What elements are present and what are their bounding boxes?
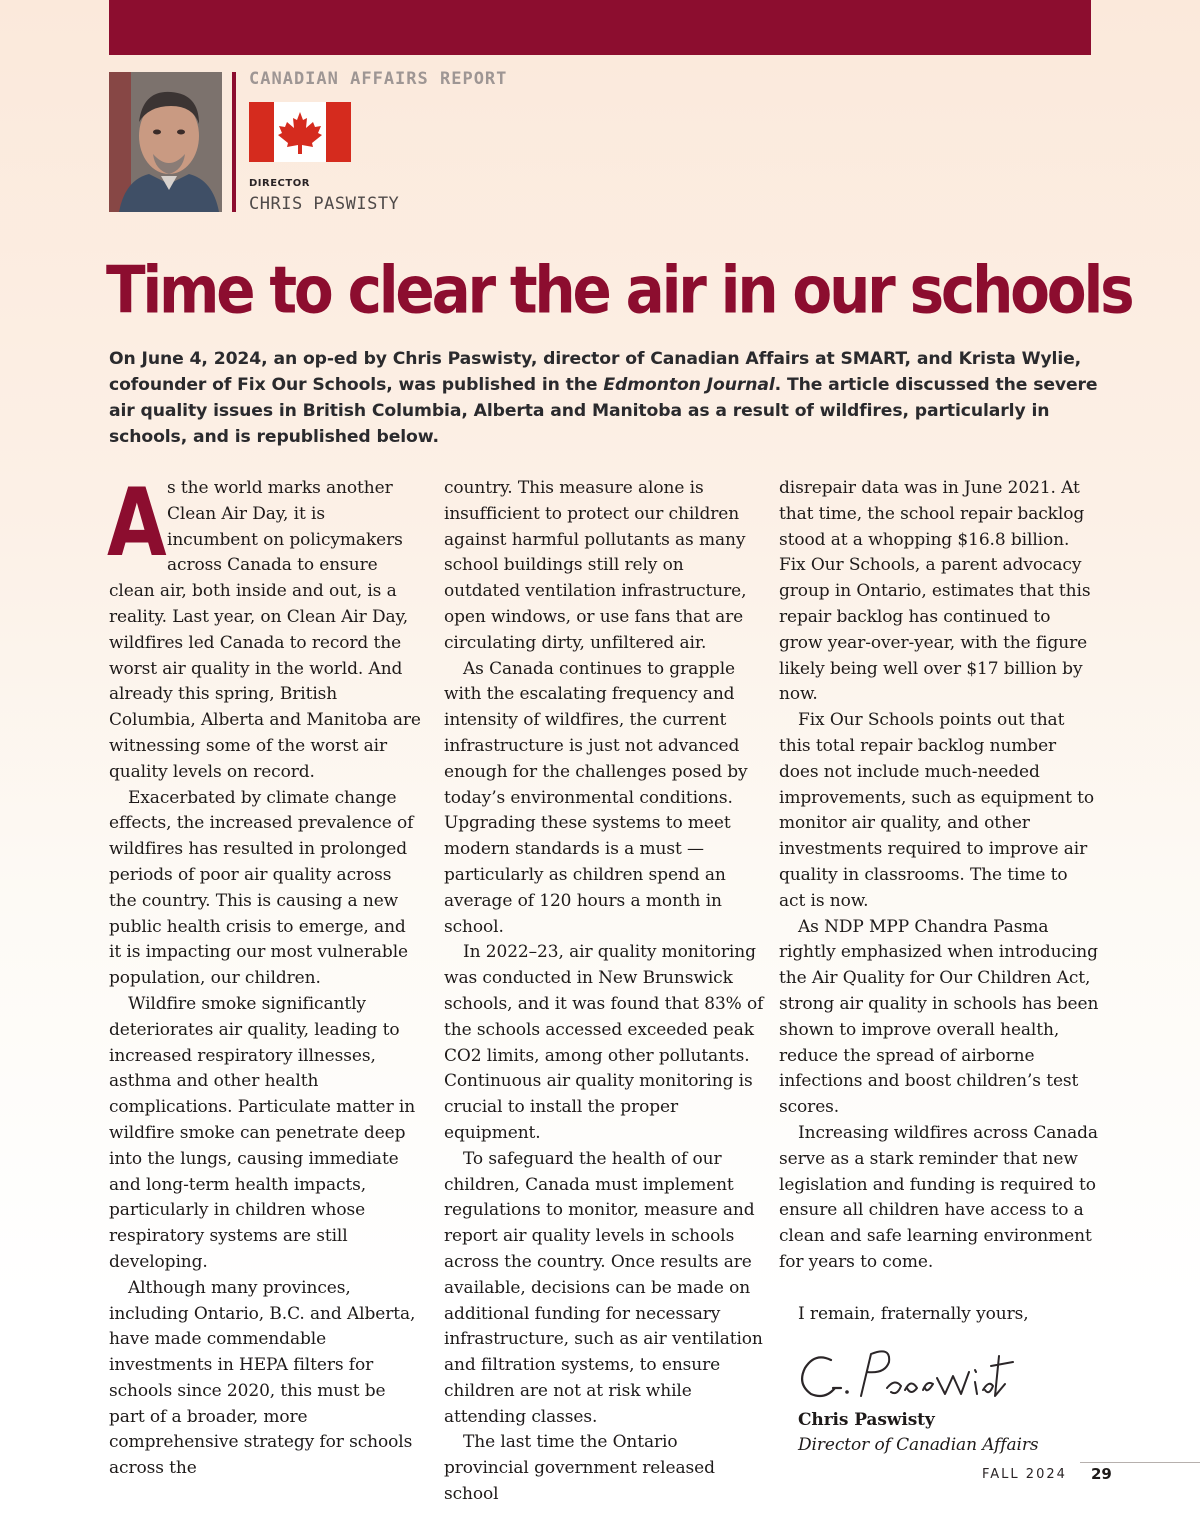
article-headline: Time to clear the air in our schools: [106, 252, 1132, 329]
signer-title: Director of Canadian Affairs: [798, 1435, 1039, 1456]
footer-divider: [1080, 1462, 1200, 1463]
deck-publication: Edmonton Journal: [603, 375, 775, 395]
deck-text-end: . The article discussed the severe air quality issues in British Columbia, Alberta and Manitoba as a result of wildfires, particularly in schools, and is republished below.: [109, 375, 1098, 447]
article-column-3: [779, 476, 1099, 1459]
body-paragraph: Wildfire smoke significantly deteriorates air quality, leading to increased respiratory illnesses, asthma and other health complications. Particulate matter in wildfire smoke can penetrate deep into the lungs, causing immediate and long-term health impacts, particularly in children whose respiratory systems are still developing.: [109, 993, 416, 1272]
body-paragraph: disrepair data was in June 2021. At that time, the school repair backlog stood at a whopping $16.8 billion. Fix Our Schools, a parent advocacy group in Ontario, estimates that this repair backlog has continued to grow year-over-year, with the figure likely being well over $17 billion by now.: [779, 478, 1091, 705]
section-label: CANADIAN AFFAIRS REPORT: [249, 69, 508, 89]
body-paragraph: Increasing wildfires across Canada serve as a stark reminder that new legislation and funding is required to ensure all children have access to a clean and safe learning environment for years to come.: [779, 1122, 1098, 1272]
body-paragraph: To safeguard the health of our children, Canada must implement regulations to monitor, measure and report air quality levels in schools across the country. Once results are available, decisions can be made on additional funding for necessary infrastructure, such as air ventilation and filtration systems, to ensure children are not at risk while attending classes.: [444, 1148, 763, 1427]
signer-name: Chris Paswisty: [798, 1409, 935, 1430]
body-text: s the world marks another Clean Air Day, it is incumbent on policymakers across Canada to ensure clean air, both inside and out, is a reality. Last year, on Clean Air Day, wildfires led Canada to record the worst air quality in the world. And already this spring, British Columbia, Alberta and Manitoba are witnessing some of the worst air quality levels on record.: [109, 478, 421, 782]
body-paragraph: country. This measure alone is insufficient to protect our children against harmful pollutants as many school buildings still rely on outdated ventilation infrastructure, open windows, or use fans that are circulating dirty, unfiltered air.: [444, 478, 747, 653]
sign-off: I remain, fraternally yours,: [798, 1303, 1029, 1324]
body-paragraph: Fix Our Schools points out that this total repair backlog number does not include much-needed improvements, such as equipment to monitor air quality, and other investments required to improve air quality in classrooms. The time to act is now.: [779, 710, 1095, 911]
portrait-image: [109, 72, 222, 212]
author-photo: [109, 72, 222, 212]
byline-role: DIRECTOR: [249, 178, 310, 189]
top-color-band: [109, 0, 1091, 55]
body-paragraph: In 2022–23, air quality monitoring was conducted in New Brunswick schools, and it was found that 83% of the schools accessed exceeded peak CO2 limits, among other pollutants. Continuous air quality monitoring is crucial to install the proper equipment.: [444, 942, 764, 1143]
article-column-1: [107, 469, 421, 1482]
body-paragraph: Exacerbated by climate change effects, the increased prevalence of wildfires has resulted in prolonged periods of poor air quality across the country. This is causing a new public health crisis to emerge, and it is impacting our most vulnerable population, our children.: [109, 787, 414, 989]
body-paragraph: As Canada continues to grapple with the escalating frequency and intensity of wildfires, the current infrastructure is just not advanced enough for the challenges posed by today’s environmental conditions. Upgrading these systems to meet modern standards is a must — particularly as children spend an average of 120 hours a month in school.: [444, 658, 748, 937]
deck-text-start: On June 4, 2024, an op-ed by Chris Paswisty, director of Canadian Affairs at SMART, and Krista Wylie, cofounder of Fix Our Schools, was published in the: [109, 349, 1082, 395]
byline-name: CHRIS PASWISTY: [249, 194, 400, 214]
body-paragraph: The last time the Ontario provincial government released school: [444, 1432, 715, 1505]
article-deck: [109, 346, 1099, 450]
body-paragraph: As NDP MPP Chandra Pasma rightly emphasized when introducing the Air Quality for Our Children Act, strong air quality in schools has been shown to improve overall health, reduce the spread of airborne infections and boost children’s test scores.: [779, 916, 1099, 1118]
body-paragraph: [107, 469, 421, 786]
article-column-2: [444, 476, 764, 1508]
issue-label: FALL 2024: [982, 1467, 1067, 1482]
header-divider: [232, 72, 236, 212]
page-number: 29: [1091, 1465, 1112, 1483]
canada-flag-icon: [249, 102, 351, 162]
drop-cap: A: [107, 469, 167, 578]
body-paragraph: Although many provinces, including Ontario, B.C. and Alberta, have made commendable investments in HEPA filters for schools since 2020, this must be part of a broader, more comprehensive strategy for schools across the: [109, 1277, 416, 1479]
signature-image: [795, 1338, 1025, 1408]
